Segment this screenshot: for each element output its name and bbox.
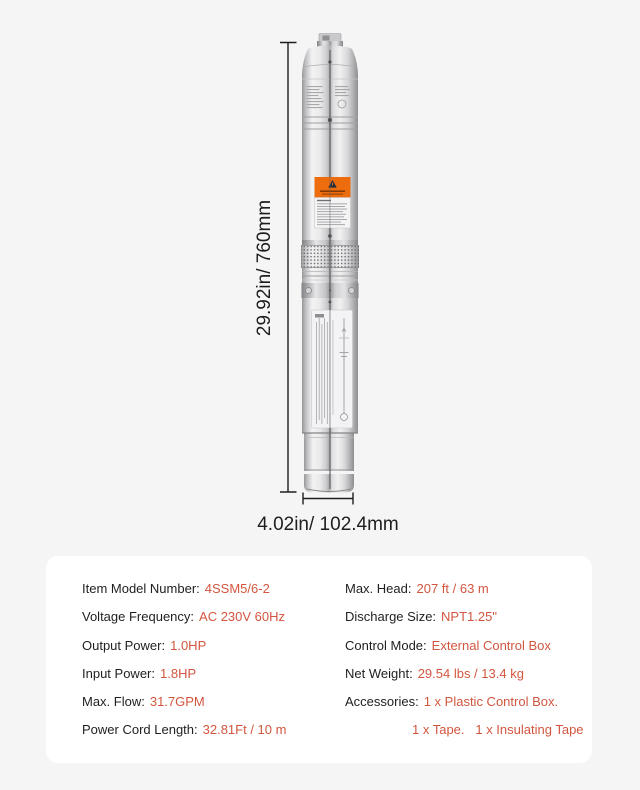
spec-value: 4SSM5/6-2 bbox=[204, 581, 270, 596]
spec-label: Net Weight: bbox=[345, 665, 413, 681]
spec-value: External Control Box bbox=[431, 637, 551, 653]
spec-label: Power Cord Length: bbox=[82, 722, 198, 738]
spec-row-discharge-size bbox=[345, 610, 584, 624]
spec-row-max-flow bbox=[82, 695, 345, 709]
spec-label: Output Power: bbox=[82, 637, 166, 653]
spec-value: 1.8HP bbox=[160, 665, 197, 681]
spec-value: 32.81Ft / 10 m bbox=[202, 722, 287, 738]
spec-row-input-power bbox=[82, 667, 345, 681]
spec-row-output-power bbox=[82, 639, 345, 653]
pump-illustration bbox=[301, 34, 359, 493]
warning-label bbox=[315, 177, 351, 198]
spec-row-max-head bbox=[345, 582, 584, 596]
spec-row-net-weight bbox=[345, 667, 584, 681]
info-label bbox=[315, 198, 351, 229]
spec-columns bbox=[46, 556, 592, 752]
spec-value: 1.0HP bbox=[170, 637, 207, 653]
height-dimension bbox=[280, 43, 297, 493]
spec-row-power-cord-length bbox=[82, 723, 345, 737]
spec-label: Voltage Frequency: bbox=[82, 609, 195, 625]
spec-label: Max. Flow: bbox=[82, 694, 145, 710]
spec-value: 1 x Plastic Control Box. bbox=[423, 694, 559, 710]
spec-row-accessories-continued bbox=[345, 723, 584, 737]
spec-label: Control Mode: bbox=[345, 637, 427, 653]
spec-column-left bbox=[82, 582, 345, 752]
spec-panel bbox=[46, 556, 592, 763]
spec-row-item-model-number bbox=[82, 582, 345, 596]
spec-value: 1 x Tape. 1 x Insulating Tape bbox=[412, 722, 584, 738]
spec-value: NPT1.25" bbox=[441, 609, 497, 625]
spec-value: AC 230V 60Hz bbox=[199, 609, 286, 625]
width-dimension bbox=[303, 493, 353, 505]
spec-row-control-mode bbox=[345, 639, 584, 653]
spec-label: Max. Head: bbox=[345, 581, 412, 596]
spec-value: 207 ft / 63 m bbox=[416, 581, 489, 596]
spec-column-right bbox=[345, 582, 584, 752]
spec-value: 31.7GPM bbox=[149, 694, 205, 710]
spec-label: Discharge Size: bbox=[345, 609, 437, 625]
motor-label bbox=[312, 310, 353, 428]
width-dimension-label: 4.02in/ 102.4mm bbox=[257, 514, 399, 535]
spec-label: Input Power: bbox=[82, 665, 155, 681]
spec-label: Accessories: bbox=[345, 694, 419, 710]
height-dimension-label: 29.92in/ 760mm bbox=[254, 199, 275, 337]
spec-row-voltage-frequency bbox=[82, 610, 345, 624]
spec-value: 29.54 lbs / 13.4 kg bbox=[417, 665, 524, 681]
spec-label: Item Model Number: bbox=[82, 581, 200, 596]
spec-row-accessories bbox=[345, 695, 584, 709]
